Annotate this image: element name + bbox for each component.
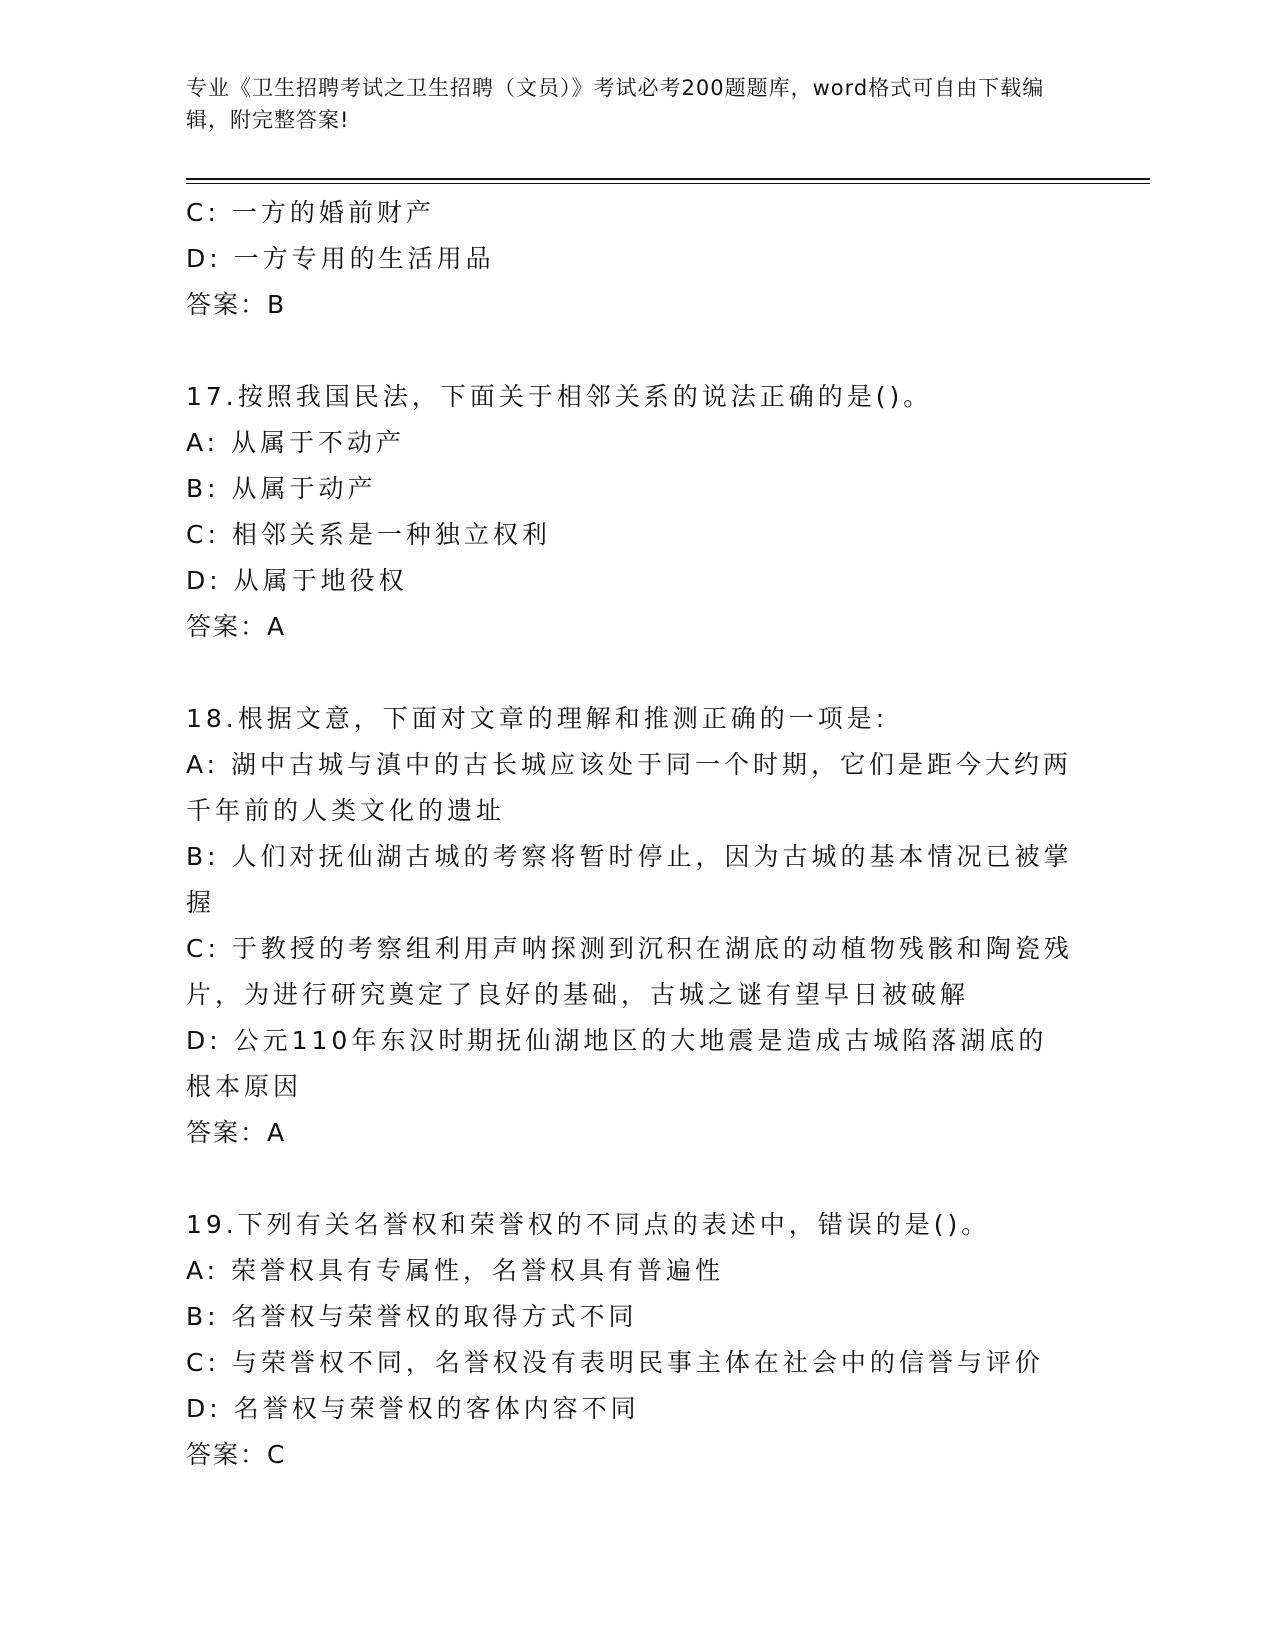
- option-a: A: 湖中古城与滇中的古长城应该处于同一个时期，它们是距今大约两千年前的人类文化的遗址: [186, 750, 1073, 825]
- option-b: B: 从属于动产: [186, 474, 377, 503]
- option-c: C: 于教授的考察组利用声呐探测到沉积在湖底的动植物残骸和陶瓷残片，为进行研究奠定了良好的基础，古城之谜有望早日被破解: [186, 934, 1073, 1009]
- header-rule-thin: [186, 183, 1150, 184]
- answer: 答案：A: [186, 612, 287, 641]
- header-rule-thick: [186, 178, 1150, 180]
- question-stem: 19.下列有关名誉权和荣誉权的不同点的表述中，错误的是()。: [186, 1210, 991, 1239]
- option-a: A: 荣誉权具有专属性，名誉权具有普遍性: [186, 1256, 725, 1285]
- option-d: D: 公元110年东汉时期抚仙湖地区的大地震是造成古城陷落湖底的根本原因: [186, 1026, 1048, 1101]
- option-d: D: 一方专用的生活用品: [186, 244, 495, 273]
- answer: 答案：C: [186, 1440, 287, 1469]
- option-c: C: 一方的婚前财产: [186, 198, 435, 227]
- answer: 答案：A: [186, 1118, 287, 1147]
- option-b: B: 人们对抚仙湖古城的考察将暂时停止，因为古城的基本情况已被掌握: [186, 842, 1073, 917]
- spacer: [186, 328, 1076, 374]
- option-d: D: 从属于地役权: [186, 566, 408, 595]
- continued-question: [186, 190, 1076, 328]
- option-b: B: 名誉权与荣誉权的取得方式不同: [186, 1302, 638, 1331]
- question-stem: 17.按照我国民法，下面关于相邻关系的说法正确的是()。: [186, 382, 933, 411]
- answer: 答案：B: [186, 290, 287, 319]
- question-17: [186, 374, 1076, 650]
- spacer: [186, 1156, 1076, 1202]
- option-c: C: 与荣誉权不同，名誉权没有表明民事主体在社会中的信誉与评价: [186, 1348, 1044, 1377]
- question-19: [186, 1202, 1076, 1478]
- option-a: A: 从属于不动产: [186, 428, 406, 457]
- spacer: [186, 650, 1076, 696]
- question-stem: 18.根据文意，下面对文章的理解和推测正确的一项是:: [186, 704, 889, 733]
- option-d: D: 名誉权与荣誉权的客体内容不同: [186, 1394, 640, 1423]
- option-c: C: 相邻关系是一种独立权利: [186, 520, 551, 549]
- question-list: [186, 190, 1076, 1478]
- question-18: [186, 696, 1076, 1156]
- document-header: 专业《卫生招聘考试之卫生招聘（文员）》考试必考200题题库，word格式可自由下载编辑，附完整答案!: [186, 76, 1045, 132]
